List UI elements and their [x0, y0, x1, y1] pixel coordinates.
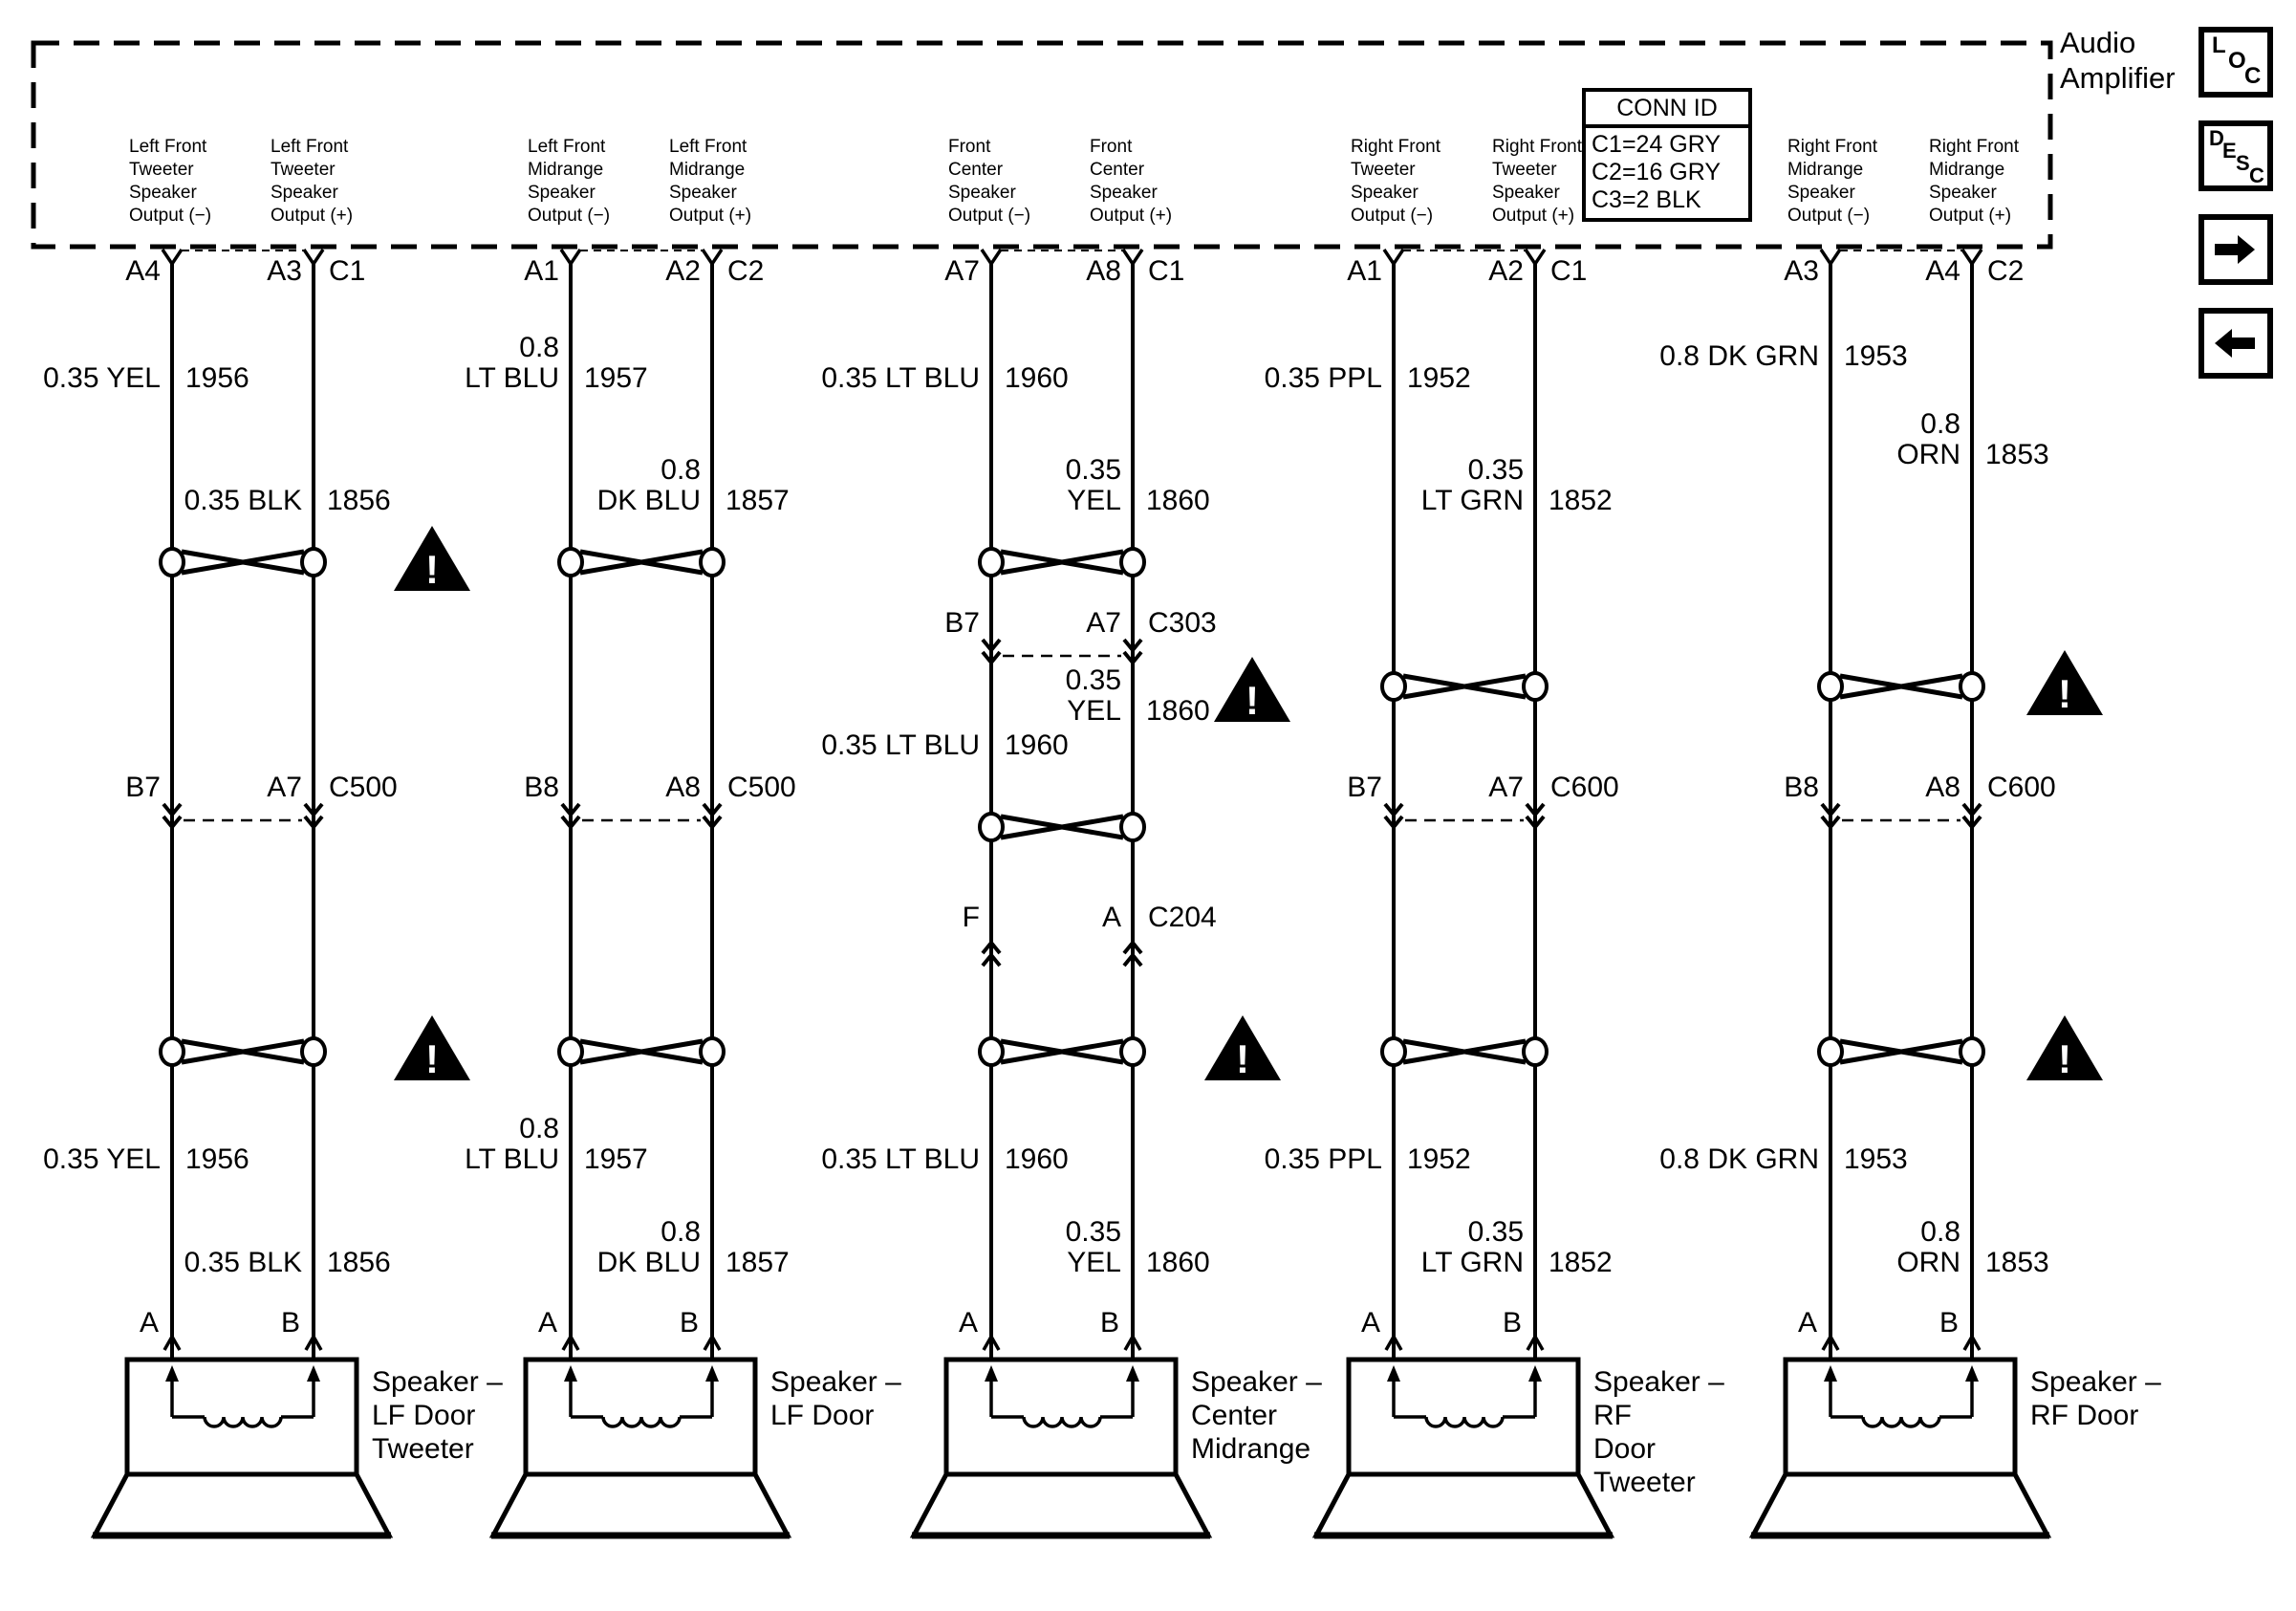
warning-glyph: !	[425, 547, 439, 592]
conn-id-title: CONN ID	[1586, 92, 1748, 128]
wire-fork	[1821, 250, 1840, 264]
twisted-pair-end	[1819, 1038, 1842, 1065]
circuit-number: 1853	[1985, 439, 2049, 470]
twisted-pair-end	[701, 1038, 724, 1065]
twisted-pair-end	[559, 549, 582, 576]
amp-pin-label: A2	[1488, 255, 1524, 287]
circuit-number: 1953	[1844, 340, 1908, 372]
amp-output-header-line: Output (+)	[271, 206, 354, 226]
amp-output-header-line: Output (+)	[1929, 206, 2012, 226]
amp-output-header-line: Midrange	[669, 160, 746, 180]
arrow-right-icon	[2209, 226, 2261, 273]
twisted-pair-end	[302, 1038, 325, 1065]
wire-color-label-line: DK BLU	[596, 1247, 701, 1278]
amp-output-header-line: Right Front	[1351, 137, 1440, 157]
amp-output-header-line: Midrange	[1929, 160, 2005, 180]
circuit-number: 1957	[584, 362, 648, 394]
connector-pin-label: A7	[1488, 772, 1524, 803]
speaker-cone	[1316, 1474, 1611, 1535]
circuit-number: 1857	[726, 485, 790, 516]
connector-pin-label: B8	[524, 772, 559, 803]
wire-fork	[982, 250, 1001, 264]
connector-pin-label: B7	[125, 772, 161, 803]
forward-button[interactable]	[2199, 214, 2273, 285]
connector-id: C600	[1550, 772, 1619, 803]
wire-color-label-line: LT BLU	[465, 362, 559, 394]
speaker-label-line: Tweeter	[1593, 1467, 1696, 1498]
wire-color-label-line: LT GRN	[1420, 485, 1524, 516]
desc-letter: S	[2236, 151, 2250, 175]
twisted-pair-end	[1524, 673, 1547, 700]
amp-output-header-line: Output (−)	[528, 206, 611, 226]
wire-color-label-line: 0.35 YEL	[43, 362, 161, 394]
speaker-pin-label: B	[1502, 1307, 1522, 1339]
amp-conn-label: C1	[1550, 255, 1588, 287]
speaker-cone	[914, 1474, 1208, 1535]
speaker-label-line: LF Door	[770, 1400, 875, 1431]
loc-letter: C	[2244, 63, 2262, 89]
connector-pin-label: B8	[1784, 772, 1819, 803]
twisted-pair-end	[980, 549, 1003, 576]
wire-color-label-line: 0.35 LT BLU	[821, 1143, 980, 1175]
circuit-number: 1956	[185, 1143, 249, 1175]
connector-pin-label: B7	[944, 607, 980, 639]
amp-pin-label: A7	[944, 255, 980, 287]
wire-fork	[1123, 250, 1142, 264]
speaker-pin-label: B	[280, 1307, 300, 1339]
speaker-pin-label: A	[139, 1307, 159, 1339]
speaker-label-line: Speaker –	[372, 1366, 503, 1398]
connector-pin-label: A	[1101, 902, 1121, 933]
amplifier-title-line: Amplifier	[2060, 61, 2176, 95]
amp-conn-label: C1	[1148, 255, 1185, 287]
circuit-number: 1852	[1549, 485, 1613, 516]
wire-color-label-line: 0.8	[1920, 1216, 1960, 1248]
wire-color-label-line: 0.35 YEL	[43, 1143, 161, 1175]
wire-fork	[703, 250, 722, 264]
circuit-number: 1960	[1005, 362, 1069, 394]
amp-output-header-line: Tweeter	[271, 160, 336, 180]
connector-pin-label: B7	[1347, 772, 1382, 803]
connector-pin-label: A8	[665, 772, 701, 803]
connector-pin-label: F	[962, 902, 980, 933]
circuit-number: 1853	[1985, 1247, 2049, 1278]
speaker-label-line: Speaker –	[1593, 1366, 1724, 1398]
wire-color-label-line: ORN	[1896, 439, 1960, 470]
circuit-number: 1856	[327, 485, 391, 516]
amp-pin-label: A3	[1784, 255, 1819, 287]
speaker-pin-label: A	[958, 1307, 978, 1339]
speaker-cone	[1753, 1474, 2047, 1535]
amp-output-header-line: Output (−)	[1351, 206, 1434, 226]
speaker-cone	[493, 1474, 788, 1535]
speaker-label-line: LF Door	[372, 1400, 476, 1431]
amp-output-header-line: Front	[948, 137, 991, 157]
wire-color-label-line: YEL	[1067, 1247, 1121, 1278]
twisted-pair-end	[302, 549, 325, 576]
twisted-pair-end	[559, 1038, 582, 1065]
twisted-pair-end	[1121, 814, 1144, 840]
conn-id-row: C2=16 GRY	[1592, 159, 1722, 185]
wire-color-label-line: 0.35 LT BLU	[821, 362, 980, 394]
desc-letter: C	[2249, 163, 2264, 187]
wire-color-label-line: 0.35	[1065, 664, 1121, 696]
circuit-number: 1957	[584, 1143, 648, 1175]
warning-glyph: !	[425, 1036, 439, 1081]
amp-output-header-line: Tweeter	[129, 160, 194, 180]
speaker-pin-label: A	[537, 1307, 557, 1339]
twisted-pair-end	[161, 549, 184, 576]
wire-color-label-line: 0.35 BLK	[184, 485, 302, 516]
wire-color-label-line: LT BLU	[465, 1143, 559, 1175]
circuit-number: 1852	[1549, 1247, 1613, 1278]
amp-output-header-line: Speaker	[1090, 183, 1158, 203]
conn-id-row: C3=2 BLK	[1592, 186, 1701, 213]
speaker-pin-label: A	[1797, 1307, 1817, 1339]
wire-color-label-line: DK BLU	[596, 485, 701, 516]
amp-output-header-line: Left Front	[129, 137, 207, 157]
circuit-number: 1960	[1005, 729, 1069, 761]
circuit-number: 1956	[185, 362, 249, 394]
wire-color-label-line: ORN	[1896, 1247, 1960, 1278]
wire-color-label-line: 0.8	[519, 1113, 559, 1144]
amp-pin-label: A2	[665, 255, 701, 287]
connector-pin-label: A7	[1086, 607, 1121, 639]
twisted-pair-end	[1819, 673, 1842, 700]
amplifier-title-line: Audio	[2060, 26, 2136, 59]
circuit-number: 1952	[1407, 1143, 1471, 1175]
connector-id: C500	[727, 772, 796, 803]
arrow-left-icon	[2209, 319, 2261, 367]
circuit-number: 1953	[1844, 1143, 1908, 1175]
speaker-label-line: Speaker –	[2030, 1366, 2161, 1398]
connector-pin-label: A8	[1925, 772, 1960, 803]
amp-output-header-line: Left Front	[669, 137, 747, 157]
amp-output-header-line: Speaker	[1929, 183, 1997, 203]
amp-output-header-line: Output (−)	[129, 206, 212, 226]
wire-fork	[1962, 250, 1982, 264]
twisted-pair-end	[1382, 673, 1405, 700]
amp-output-header-line: Speaker	[271, 183, 338, 203]
amp-output-header-line: Speaker	[1492, 183, 1560, 203]
wire-color-label-line: 0.35 BLK	[184, 1247, 302, 1278]
amp-output-header-line: Midrange	[528, 160, 604, 180]
speaker-pin-label: B	[1099, 1307, 1119, 1339]
conn-id-row: C1=24 GRY	[1592, 131, 1722, 158]
amp-pin-label: A1	[1347, 255, 1382, 287]
amp-output-header-line: Output (−)	[1787, 206, 1871, 226]
speaker-label-line: RF	[1593, 1400, 1632, 1431]
wire-color-label-line: 0.8 DK GRN	[1659, 1143, 1819, 1175]
desc-letter: D	[2209, 126, 2224, 150]
twisted-pair-end	[1524, 1038, 1547, 1065]
twisted-pair-end	[161, 1038, 184, 1065]
amp-pin-label: A1	[524, 255, 559, 287]
amp-pin-label: A4	[1925, 255, 1960, 287]
wire-color-label-line: LT GRN	[1420, 1247, 1524, 1278]
wire-fork	[1384, 250, 1403, 264]
wire-color-label-line: 0.35	[1467, 454, 1524, 486]
amp-output-header-line: Center	[1090, 160, 1145, 180]
warning-glyph: !	[2058, 1036, 2071, 1081]
warning-glyph: !	[1245, 678, 1259, 723]
circuit-number: 1960	[1005, 1143, 1069, 1175]
speaker-label-line: Speaker –	[1191, 1366, 1322, 1398]
amp-output-header-line: Midrange	[1787, 160, 1864, 180]
speaker-label-line: Door	[1593, 1433, 1657, 1465]
desc-letter: E	[2222, 139, 2237, 163]
circuit-number: 1860	[1146, 1247, 1210, 1278]
amp-output-header-line: Output (+)	[669, 206, 752, 226]
twisted-pair-end	[980, 814, 1003, 840]
wire-color-label-line: 0.8	[1920, 408, 1960, 440]
warning-glyph: !	[2058, 671, 2071, 716]
amp-output-header-line: Speaker	[1351, 183, 1419, 203]
speaker-pin-label: B	[679, 1307, 699, 1339]
wire-color-label-line: 0.8 DK GRN	[1659, 340, 1819, 372]
twisted-pair-end	[1382, 1038, 1405, 1065]
wire-fork	[1526, 250, 1545, 264]
amp-output-header-line: Right Front	[1929, 137, 2019, 157]
speaker-pin-label: B	[1939, 1307, 1959, 1339]
amp-output-header-line: Speaker	[129, 183, 197, 203]
twisted-pair-end	[1121, 549, 1144, 576]
wire-color-label-line: 0.35	[1065, 1216, 1121, 1248]
amp-output-header-line: Tweeter	[1492, 160, 1557, 180]
circuit-number: 1860	[1146, 485, 1210, 516]
amp-output-header-line: Tweeter	[1351, 160, 1416, 180]
wire-color-label-line: 0.8	[661, 454, 701, 486]
wire-color-label-line: YEL	[1067, 485, 1121, 516]
twisted-pair-end	[1121, 1038, 1144, 1065]
amp-output-header-line: Right Front	[1492, 137, 1582, 157]
speaker-label-line: Tweeter	[372, 1433, 474, 1465]
amp-output-header-line: Left Front	[271, 137, 349, 157]
connector-id: C204	[1148, 902, 1217, 933]
twisted-pair-end	[1960, 673, 1983, 700]
amp-output-header-line: Speaker	[669, 183, 737, 203]
speaker-pin-label: A	[1360, 1307, 1380, 1339]
amp-conn-label: C2	[1987, 255, 2025, 287]
loc-letter: L	[2212, 33, 2226, 58]
speaker-label-line: RF Door	[2030, 1400, 2139, 1431]
amp-output-header-line: Speaker	[528, 183, 596, 203]
speaker-cone	[95, 1474, 389, 1535]
twisted-pair-end	[1960, 1038, 1983, 1065]
amp-output-header-line: Output (+)	[1090, 206, 1173, 226]
loc-button[interactable]	[2199, 27, 2273, 98]
amp-output-header-line: Left Front	[528, 137, 606, 157]
speaker-label-line: Center	[1191, 1400, 1278, 1431]
circuit-number: 1856	[327, 1247, 391, 1278]
amp-output-header-line: Speaker	[948, 183, 1016, 203]
amp-pin-label: A3	[267, 255, 302, 287]
amp-output-header-line: Output (+)	[1492, 206, 1575, 226]
amp-output-header-line: Output (−)	[948, 206, 1031, 226]
conn-id-body	[1586, 128, 1748, 218]
warning-glyph: !	[1236, 1036, 1249, 1081]
wire-color-label-line: 0.35	[1467, 1216, 1524, 1248]
circuit-number: 1860	[1146, 695, 1210, 727]
loc-letter: O	[2228, 48, 2246, 74]
conn-id-table	[1582, 88, 1752, 222]
amp-output-header-line: Right Front	[1787, 137, 1877, 157]
amp-pin-label: A8	[1086, 255, 1121, 287]
amp-output-header-line: Center	[948, 160, 1004, 180]
amp-output-header-line: Front	[1090, 137, 1133, 157]
amp-output-header-line: Speaker	[1787, 183, 1855, 203]
circuit-number: 1857	[726, 1247, 790, 1278]
amp-pin-label: A4	[125, 255, 161, 287]
connector-pin-label: A7	[267, 772, 302, 803]
wire-color-label-line: 0.35 PPL	[1264, 1143, 1382, 1175]
amp-conn-label: C1	[329, 255, 366, 287]
twisted-pair-end	[701, 549, 724, 576]
back-button[interactable]	[2199, 308, 2273, 379]
speaker-label-line: Midrange	[1191, 1433, 1311, 1465]
wire-fork	[304, 250, 323, 264]
speaker-label-line: Speaker –	[770, 1366, 901, 1398]
connector-id: C600	[1987, 772, 2056, 803]
connector-id: C303	[1148, 607, 1217, 639]
twisted-pair-end	[980, 1038, 1003, 1065]
connector-id: C500	[329, 772, 398, 803]
amp-conn-label: C2	[727, 255, 765, 287]
amplifier-title	[2060, 25, 2176, 96]
wire-color-label-line: 0.35 LT BLU	[821, 729, 980, 761]
wire-fork	[561, 250, 580, 264]
circuit-number: 1952	[1407, 362, 1471, 394]
wire-color-label-line: 0.35 PPL	[1264, 362, 1382, 394]
desc-button[interactable]	[2199, 120, 2273, 191]
wire-color-label-line: 0.35	[1065, 454, 1121, 486]
wire-color-label-line: 0.8	[519, 332, 559, 363]
wire-fork	[162, 250, 182, 264]
wire-color-label-line: 0.8	[661, 1216, 701, 1248]
wire-color-label-line: YEL	[1067, 695, 1121, 727]
